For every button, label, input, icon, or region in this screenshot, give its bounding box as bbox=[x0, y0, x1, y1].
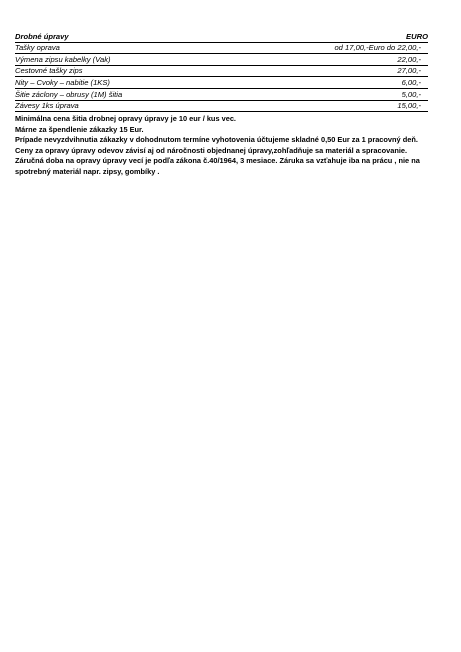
price-row bbox=[15, 77, 428, 89]
header-currency: EURO bbox=[406, 31, 428, 41]
price-row-label: Šitie záclony – obrusy (1M) šitia bbox=[15, 89, 123, 99]
price-row-label: Tašky oprava bbox=[15, 43, 60, 53]
header-title: Drobné úpravy bbox=[15, 31, 69, 41]
price-row-value: 22,00,- bbox=[397, 54, 421, 64]
price-row bbox=[15, 89, 428, 101]
warranty-note: Záručná doba na opravy úpravy vecí je podľa zákona č.40/1964, 3 mesiace. Záruka sa vzťahuje iba na prácu , nie na bbox=[15, 156, 420, 166]
price-table bbox=[15, 31, 428, 112]
price-row-label: Nity – Cvoky – nabitie (1KS) bbox=[15, 77, 110, 87]
price-row bbox=[15, 101, 428, 113]
price-row bbox=[15, 43, 428, 55]
price-row-value: od 17,00,-Euro do 22,00,- bbox=[334, 43, 421, 53]
price-row-value: 15,00,- bbox=[397, 101, 421, 111]
price-row-value: 5,00,- bbox=[401, 89, 421, 99]
price-row-value: 27,00,- bbox=[397, 66, 421, 76]
pricing-info-note: Ceny za opravy úpravy odevov závisí aj od náročnosti objednanej úpravy,zohľadňuje sa materiál a spracovanie. bbox=[15, 145, 408, 155]
notes-section bbox=[15, 114, 435, 178]
warranty-note-continued: spotrebný materiál napr. zipsy, gombíky . bbox=[15, 166, 160, 176]
price-row bbox=[15, 54, 428, 66]
price-table-header bbox=[15, 31, 428, 43]
price-row-label: Závesy 1ks úprava bbox=[15, 101, 79, 111]
price-row-value: 6,00,- bbox=[401, 77, 421, 87]
pinning-fee-note: Márne za špendlenie zákazky 15 Eur. bbox=[15, 124, 144, 134]
price-row-label: Výmena zipsu kabelky (Vak) bbox=[15, 54, 111, 64]
storage-fee-note: Prípade nevyzdvihnutia zákazky v dohodnutom termíne vyhotovenia účtujeme skladné 0,50 Eur za 1 pracovný deň. bbox=[15, 135, 418, 145]
price-row-label: Cestovné tašky zips bbox=[15, 66, 83, 76]
min-price-note: Minimálna cena šitia drobnej opravy úpravy je 10 eur / kus vec. bbox=[15, 114, 236, 123]
price-row bbox=[15, 66, 428, 78]
